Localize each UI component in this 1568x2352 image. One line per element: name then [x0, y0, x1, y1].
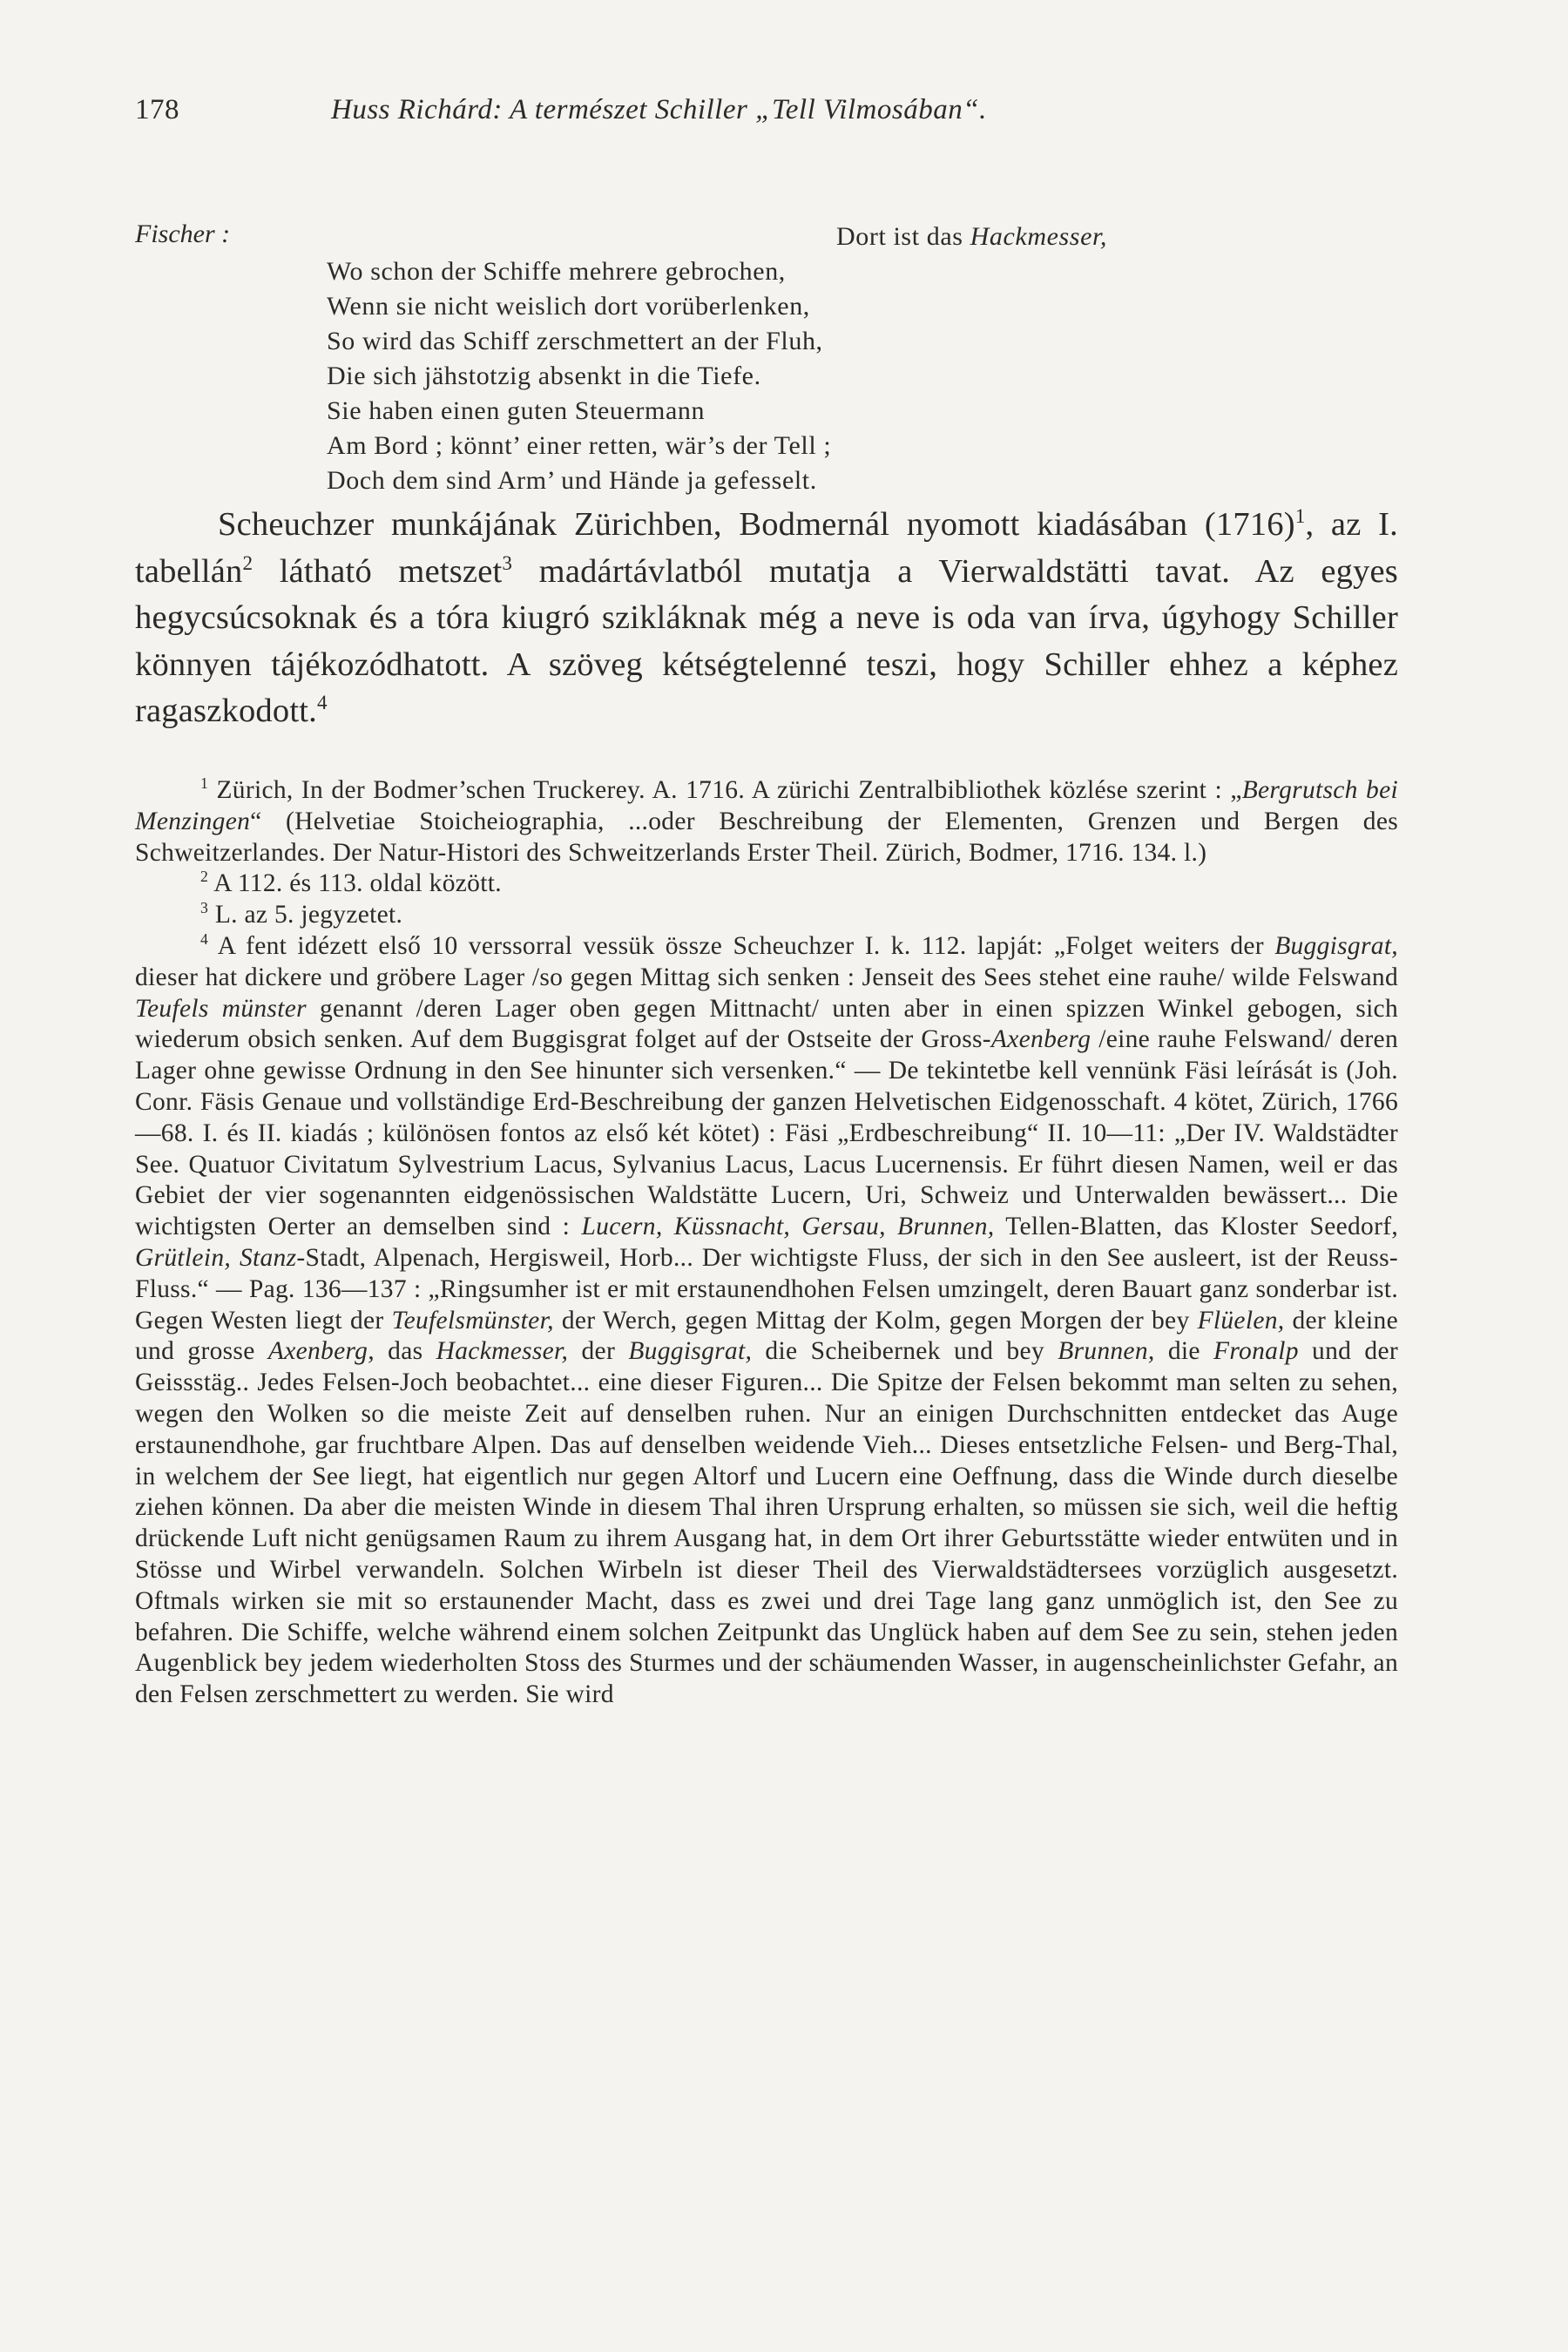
footnote-italic: Fronalp — [1213, 1337, 1299, 1366]
footnote-text: dieser hat dickere und gröbere Lager /so gegen Mittag sich senken : Jenseit des Sees stehet eine rauhe/ wilde Felswand — [135, 963, 1398, 991]
verse-line — [327, 220, 1107, 254]
footnote-1 — [135, 775, 1398, 868]
footnote-text: die Scheibernek und bey — [752, 1337, 1058, 1366]
verse-line: Die sich jähstotzig absenkt in die Tiefe. — [327, 362, 761, 390]
footnote-text: Tellen-Blatten, das Kloster Seedorf, — [994, 1213, 1399, 1241]
footnote-mark: 2 — [200, 868, 209, 886]
footnote-text: der kleine und grosse — [135, 1306, 1399, 1366]
paragraph-text: látható metszet — [253, 552, 503, 590]
footnote-mark: 1 — [200, 774, 209, 793]
footnote-italic: Hackmesser, — [436, 1337, 569, 1366]
footnote-text: A fent idézett első 10 verssorral vessük össze Scheuchzer I. k. 112. lapját: „Folget weiters der — [208, 931, 1275, 960]
footnote-ref: 1 — [1294, 504, 1306, 528]
footnote-text: /eine rauhe Felswand/ deren Lager ohne gewisse Ordnung in den See hinunter sich versenken.“ — De tekintetbe kell vennünk Fäsi leírását is (Joh. Conr. Fäsis Genaue und vollständige Erd-Beschreibung der ganzen Helvetischen Eidgenosschaft. 4 kötet, Zürich, 1766—68. I. és II. kiadás ; különösen fontos az első két kötet) : Fäsi „Erdbeschreibung“ II. 10—11: „Der IV. Waldstädter See. Quatuor Civitatum Sylvestrium Lacus, Sylvanius Lacus, Lacus Lucernensis. Er führt diesen Namen, weil er das Gebiet der vier sogenannten eidgenössischen Waldstätte Lucern, Uri, Schweiz und Unterwalden bewässert... Die wichtigsten Oerter an demselben sind : — [135, 1025, 1398, 1241]
verse-line: Wo schon der Schiffe mehrere gebrochen, — [327, 257, 786, 286]
footnote-text: genannt /deren Lager oben gegen Mittnacht/ unten aber in einen spizzen Winkel gebogen, sich wiederum obsich senken. Auf dem Buggisgrat folget auf der Ostseite der Gross- — [135, 994, 1399, 1054]
footnote-italic: Flüelen, — [1197, 1306, 1285, 1335]
footnote-italic: Buggisgrat, — [628, 1337, 753, 1366]
verse-line-italic: Hackmesser, — [970, 222, 1108, 251]
footnote-text: A 112. és 113. oldal között. — [208, 869, 502, 898]
footnote-italic: Lucern, Küssnacht, Gersau, Brunnen, — [581, 1213, 995, 1241]
footnote-4 — [135, 931, 1398, 1711]
footnote-mark: 3 — [200, 899, 209, 917]
footnote-text: und der Geissstäg.. Jedes Felsen-Joch beobachtet... eine dieser Figuren... Die Spitze der Felsen bekommt man selten zu sehen, wegen den Wolken so die meiste Zeit auf denselben ruhen. Nur an einigen Durchschnitten entdecket das Auge erstaunendhohe, gar fruchtbare Alpen. Das auf denselben weidende Vieh... Dieses entsetzliche Felsen- und Berg-Thal, in welchem der See liegt, hat eigentlich nur gegen Altorf und Lucern eine Oeffnung, dass die Winde durch dieselbe ziehen können. Da aber die meisten Winde in diesem Thal ihren Ursprung erhalten, so müssen sie sich, weil die heftig drückende Luft nicht genügsamen Raum zu ihrem Ausgang hat, in dem Ort ihrer Geburtsstätte wieder entwüten und in Stösse und Wirbel verwandeln. Solchen Wirbeln ist dieser Theil des Vierwaldstädtersees vorzüglich ausgesetzt. Oftmals wirken sie mit so erstaunender Macht, dass es zwei und drei Tage lang ganz unmöglich ist, den See zu befahren. Die Schiffe, welche während einem solchen Zeitpunkt das Unglück haben auf dem See zu sein, stehen jeden Augenblick bey jedem wiederholten Stoss des Sturmes und der schäumenden Wasser, in augenscheinlichster Gefahr, an den Felsen zerschmettert zu werden. Sie wird — [135, 1337, 1399, 1709]
footnote-ref: 2 — [242, 551, 253, 574]
footnote-italic: Teufelsmünster, — [391, 1306, 554, 1335]
verse-line: So wird das Schiff zerschmettert an der Fluh, — [327, 327, 823, 355]
page-number: 178 — [135, 94, 179, 125]
footnote-text: die — [1154, 1337, 1214, 1366]
verse-line: Wenn sie nicht weislich dort vorüberlenken, — [327, 292, 810, 321]
footnote-text: das — [374, 1337, 436, 1366]
verse-line-text: Dort ist das — [836, 222, 970, 251]
footnote-italic: Buggisgrat, — [1274, 931, 1398, 960]
paragraph-text: , az I. tabellán — [135, 506, 1398, 590]
footnote-ref: 4 — [316, 691, 328, 714]
footnote-text: “ (Helvetiae Stoicheiographia, ...oder Beschreibung der Elementen, Grenzen und Bergen des Schweitzerlandes. Der Natur-Histori des Schweitzerlands Erster Theil. Zürich, Bodmer, 1716. 134. l.) — [135, 807, 1398, 867]
footnotes-short — [135, 775, 1398, 1711]
verse-lines — [327, 220, 1107, 498]
footnote-text: der — [568, 1337, 629, 1366]
footnote-italic: Axenberg, — [267, 1337, 375, 1366]
footnote-italic: Teufels münster — [135, 994, 307, 1023]
footnote-italic: Grütlein, Stanz- — [135, 1243, 306, 1272]
footnote-text: L. az 5. jegyzetet. — [208, 901, 403, 929]
footnote-ref: 3 — [502, 551, 513, 574]
paragraph-text: Scheuchzer munkájának Zürichben, Bodmernál nyomott kiadásában (1716) — [218, 506, 1295, 543]
footnote-italic: Brunnen, — [1058, 1337, 1155, 1366]
verse-line: Sie haben einen guten Steuermann — [327, 396, 706, 425]
verse-speaker: Fischer : — [135, 220, 231, 248]
main-paragraph — [135, 502, 1398, 735]
footnote-italic: Axenberg — [990, 1025, 1092, 1054]
footnote-text: Zürich, In der Bodmer’schen Truckerey. A. 1716. A zürichi Zentralbibliothek közlése szerint : „ — [208, 776, 1242, 804]
paragraph-text: madártávlatból mutatja a Vierwaldstätti tavat. Az egyes hegycsúcsoknak és a tóra kiugró szikláknak még a neve is oda van írva, úgyhogy Schiller könnyen tájékozódhatott. A szöveg kétségtelenné teszi, hogy Schiller ehhez a képhez ragaszkodott. — [135, 552, 1398, 729]
footnote-text: Stadt, Alpenach, Hergisweil, Horb... Der wichtigste Fluss, der sich in den See ausleert, ist der Reuss-Fluss.“ — Pag. 136—137 : „Ringsumher ist er mit erstaunendhohen Felsen umzingelt, deren Bauart ganz sonderbar ist. Gegen Westen liegt der — [135, 1243, 1399, 1335]
footnote-mark: 4 — [200, 930, 209, 949]
footnote-3 — [135, 900, 1398, 931]
footnote-2 — [135, 868, 1398, 900]
running-title: Huss Richárd: A természet Schiller „Tell Vilmosában“. — [331, 94, 987, 125]
footnote-italic: Bergrutsch bei Menzingen — [135, 776, 1398, 835]
verse-line: Doch dem sind Arm’ und Hände ja gefesselt. — [327, 466, 817, 495]
footnote-text: der Werch, gegen Mittag der Kolm, gegen Morgen der bey — [553, 1306, 1198, 1335]
verse-line: Am Bord ; könnt’ einer retten, wär’s der Tell ; — [327, 431, 832, 460]
